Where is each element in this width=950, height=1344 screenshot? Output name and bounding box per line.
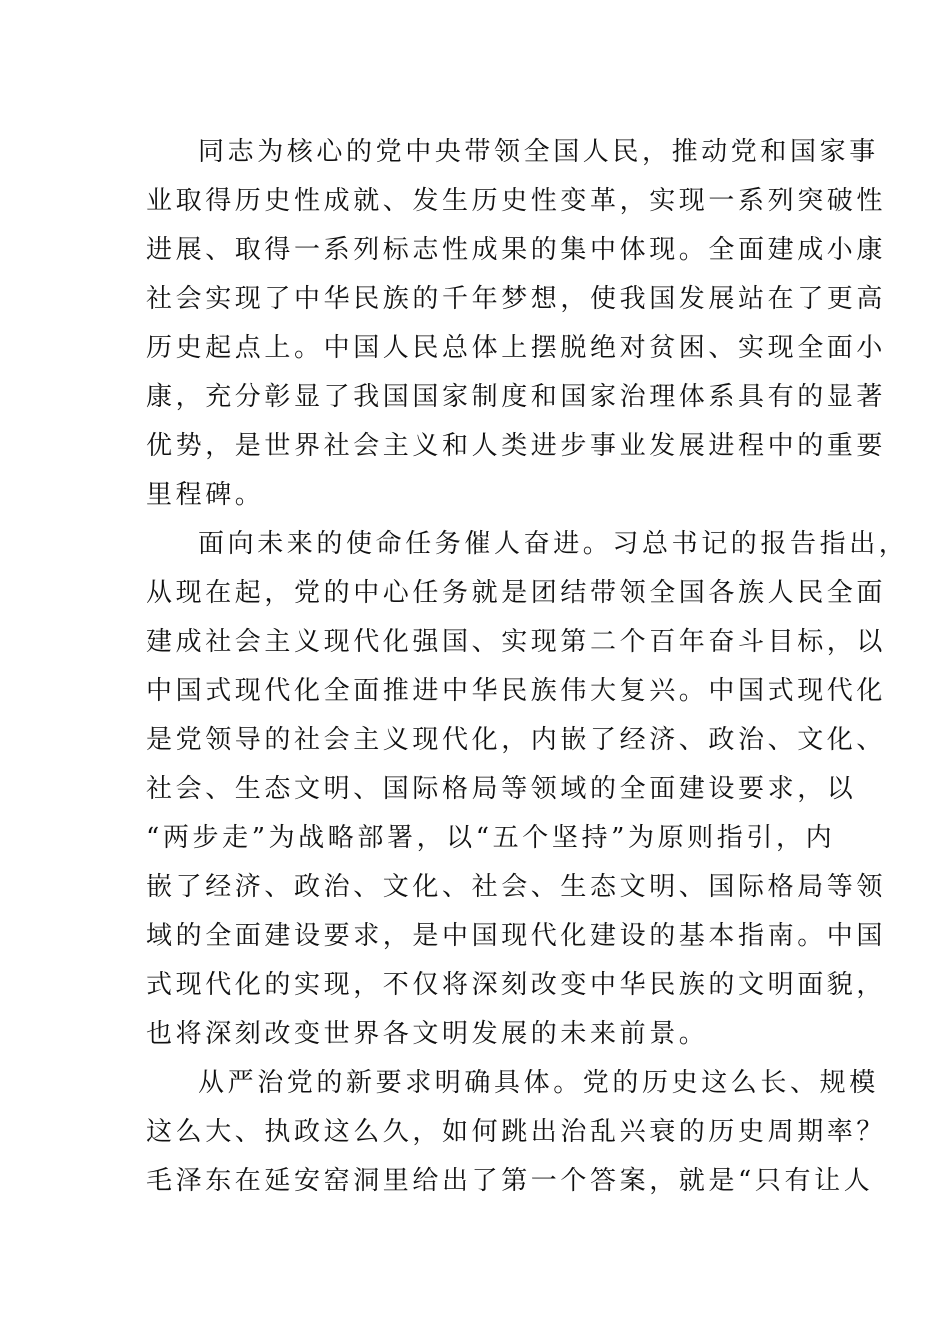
text-line: 是党领导的社会主义现代化，内嵌了经济、政治、文化、	[146, 725, 887, 755]
text-line: 历史起点上。中国人民总体上摆脱绝对贫困、实现全面小	[146, 333, 887, 363]
text-line: 毛泽东在延安窑洞里给出了第一个答案，就是“只有让人	[146, 1166, 874, 1196]
text-line: 建成社会主义现代化强国、实现第二个百年奋斗目标，以	[146, 627, 887, 657]
text-line: 域的全面建设要求，是中国现代化建设的基本指南。中国	[146, 921, 887, 951]
body-text	[146, 128, 909, 1206]
text-line: 康，充分彰显了我国国家制度和国家治理体系具有的显著	[146, 382, 887, 412]
text-line: 嵌了经济、政治、文化、社会、生态文明、国际格局等领	[146, 872, 887, 902]
text-line: 社会实现了中华民族的千年梦想，使我国发展站在了更高	[146, 284, 887, 314]
text-line: 从严治党的新要求明确具体。党的历史这么长、规模	[198, 1068, 879, 1098]
text-line: 里程碑。	[146, 480, 265, 510]
text-line: 这么大、执政这么久，如何跳出治乱兴衰的历史周期率？	[146, 1117, 887, 1147]
text-line: 同志为核心的党中央带领全国人民，推动党和国家事	[198, 137, 879, 167]
text-line: “两步走”为战略部署，以“五个坚持”为原则指引，内	[146, 823, 836, 853]
text-line: 面向未来的使命任务催人奋进。习总书记的报告指出，	[198, 529, 909, 559]
text-line: 从现在起，党的中心任务就是团结带领全国各族人民全面	[146, 578, 887, 608]
text-line: 中国式现代化全面推进中华民族伟大复兴。中国式现代化	[146, 676, 887, 706]
text-line: 进展、取得一系列标志性成果的集中体现。全面建成小康	[146, 235, 887, 265]
text-line: 优势，是世界社会主义和人类进步事业发展进程中的重要	[146, 431, 887, 461]
text-line: 社会、生态文明、国际格局等领域的全面建设要求，以	[146, 774, 857, 804]
text-line: 式现代化的实现，不仅将深刻改变中华民族的文明面貌，	[146, 970, 887, 1000]
text-line: 也将深刻改变世界各文明发展的未来前景。	[146, 1019, 709, 1049]
text-line: 业取得历史性成就、发生历史性变革，实现一系列突破性	[146, 186, 887, 216]
